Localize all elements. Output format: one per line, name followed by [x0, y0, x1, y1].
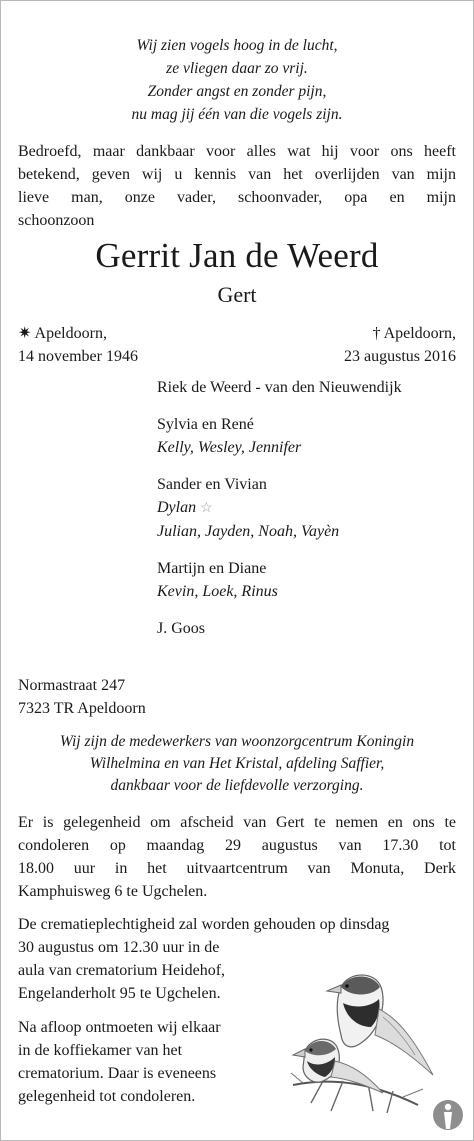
birds-illustration-icon: [283, 965, 455, 1115]
after-line: in de koffiekamer van het: [18, 1042, 183, 1059]
family-child-3: [157, 557, 402, 603]
address-city: 7323 TR Apeldoorn: [18, 700, 146, 717]
grandchild-deceased: [157, 496, 402, 520]
family-list: [157, 376, 402, 654]
after-line: Na afloop ontmoeten wij elkaar: [18, 1019, 221, 1036]
intro-line: Bedroefd, maar dankbaar voor alles wat hij voor ons heeft: [18, 143, 456, 160]
farewell-line: Er is gelegenheid om afscheid van Gert te nemen en ons te: [18, 814, 456, 831]
poem: [0, 34, 474, 126]
intro-paragraph: [18, 140, 456, 232]
cremation-line: De crematieplechtigheid zal worden gehouden op dinsdag: [18, 916, 390, 933]
poem-line: Wij zien vogels hoog in de lucht,: [136, 37, 338, 54]
deceased-name: Gerrit Jan de Weerd: [95, 236, 379, 275]
farewell-paragraph: [18, 811, 456, 903]
thanks-line: Wij zijn de medewerkers van woonzorgcentrum Koningin: [59, 733, 415, 750]
thanks-note: [0, 731, 474, 797]
thanks-line: Wilhelmina en van Het Kristal, afdeling Saffier,: [89, 755, 385, 772]
grandchildren: Julian, Jayden, Noah, Vayèn: [157, 523, 340, 540]
intro-line: schoonzoon: [18, 212, 95, 229]
intro-line: betekend, geven wij u kennis van het overlijden van mijn: [18, 166, 456, 183]
family-in-law: [157, 617, 402, 640]
cremation-line: Engelanderholt 95 te Ugchelen.: [18, 985, 221, 1002]
farewell-line: 18.00 uur in het uitvaartcentrum van Monuta, Derk: [18, 860, 456, 877]
child-name: Martijn en Diane: [157, 560, 267, 577]
in-law-name: J. Goos: [157, 620, 206, 637]
after-line: gelegenheid tot condoleren.: [18, 1088, 196, 1105]
death-date: 23 augustus 2016: [344, 348, 456, 365]
address: [18, 674, 146, 720]
grandchild-deceased-name: Dylan: [157, 499, 197, 516]
grandchildren: Kevin, Loek, Rinus: [157, 583, 278, 600]
star-icon: ☆: [200, 501, 213, 516]
grandchildren: Kelly, Wesley, Jennifer: [157, 439, 302, 456]
memorial-logo-icon: [432, 1099, 464, 1131]
cremation-line: aula van crematorium Heidehof,: [18, 962, 226, 979]
family-child-2: [157, 473, 402, 543]
poem-line: Zonder angst en zonder pijn,: [147, 83, 327, 100]
after-line: crematorium. Daar is eveneens: [18, 1065, 217, 1082]
death-place: † Apeldoorn,: [372, 325, 456, 342]
farewell-line: condoleren op maandag 29 augustus van 17.30 tot: [18, 837, 456, 854]
cremation-line: 30 augustus om 12.30 uur in de: [18, 939, 220, 956]
birth-info: [18, 322, 138, 368]
thanks-line: dankbaar voor de liefdevolle verzorging.: [110, 777, 364, 794]
deceased-nickname: Gert: [217, 282, 257, 307]
family-child-1: [157, 413, 402, 459]
family-spouse: [157, 376, 402, 399]
address-street: Normastraat 247: [18, 677, 126, 694]
death-info: [344, 322, 456, 368]
after-paragraph: [18, 1016, 221, 1108]
child-name: Sander en Vivian: [157, 476, 267, 493]
child-name: Sylvia en René: [157, 416, 254, 433]
poem-line: nu mag jij één van die vogels zijn.: [131, 106, 343, 123]
farewell-line: Kamphuisweg 6 te Ugchelen.: [18, 883, 208, 900]
birth-place: ✷ Apeldoorn,: [18, 325, 107, 342]
poem-line: ze vliegen daar zo vrij.: [166, 60, 308, 77]
birth-date: 14 november 1946: [18, 348, 138, 365]
intro-line: lieve man, onze vader, schoonvader, opa en mijn: [18, 189, 456, 206]
spouse-name: Riek de Weerd - van den Nieuwendijk: [157, 379, 402, 396]
